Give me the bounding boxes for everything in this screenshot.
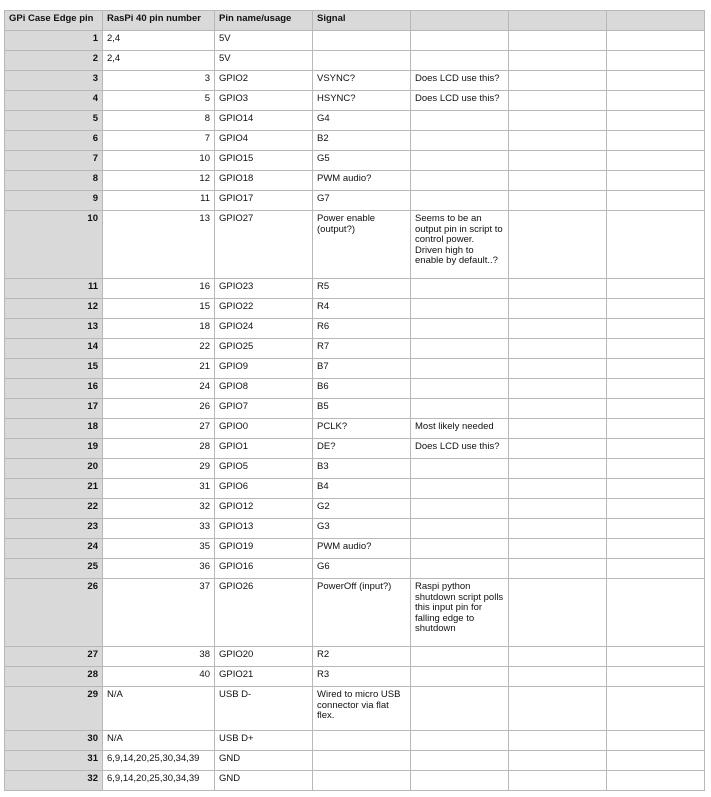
cell-note[interactable] bbox=[411, 479, 509, 499]
table-row bbox=[5, 359, 705, 379]
cell-raspi-pin[interactable]: 21 bbox=[103, 359, 215, 379]
cell-signal[interactable]: PWM audio? bbox=[313, 171, 411, 191]
row-header-edge-pin[interactable]: 3 bbox=[5, 71, 103, 91]
cell-pin-name[interactable]: USB D+ bbox=[215, 731, 313, 751]
cell-empty[interactable] bbox=[607, 339, 705, 359]
cell-pin-name[interactable]: GPIO13 bbox=[215, 519, 313, 539]
table-row bbox=[5, 51, 705, 71]
cell-signal[interactable]: G2 bbox=[313, 499, 411, 519]
table-row bbox=[5, 519, 705, 539]
table-row bbox=[5, 559, 705, 579]
cell-empty[interactable] bbox=[607, 751, 705, 771]
cell-signal[interactable]: B2 bbox=[313, 131, 411, 151]
table-row bbox=[5, 419, 705, 439]
cell-empty[interactable] bbox=[509, 299, 607, 319]
cell-empty[interactable] bbox=[509, 751, 607, 771]
cell-empty[interactable] bbox=[509, 279, 607, 299]
cell-raspi-pin[interactable]: 36 bbox=[103, 559, 215, 579]
cell-raspi-pin[interactable]: 29 bbox=[103, 459, 215, 479]
cell-raspi-pin[interactable]: N/A bbox=[103, 731, 215, 751]
cell-raspi-pin[interactable]: 12 bbox=[103, 171, 215, 191]
cell-empty[interactable] bbox=[509, 771, 607, 791]
cell-empty[interactable] bbox=[607, 191, 705, 211]
table-row bbox=[5, 751, 705, 771]
row-header-edge-pin[interactable]: 7 bbox=[5, 151, 103, 171]
cell-note[interactable] bbox=[411, 499, 509, 519]
table-row bbox=[5, 319, 705, 339]
cell-signal[interactable]: B5 bbox=[313, 399, 411, 419]
cell-empty[interactable] bbox=[607, 667, 705, 687]
row-header-edge-pin[interactable]: 25 bbox=[5, 559, 103, 579]
cell-signal[interactable]: VSYNC? bbox=[313, 71, 411, 91]
cell-empty[interactable] bbox=[607, 51, 705, 71]
cell-empty[interactable] bbox=[509, 379, 607, 399]
cell-empty[interactable] bbox=[607, 359, 705, 379]
cell-empty[interactable] bbox=[509, 559, 607, 579]
cell-raspi-pin[interactable]: 18 bbox=[103, 319, 215, 339]
cell-signal[interactable]: PWM audio? bbox=[313, 539, 411, 559]
cell-empty[interactable] bbox=[509, 419, 607, 439]
cell-signal[interactable]: PCLK? bbox=[313, 419, 411, 439]
row-header-edge-pin[interactable]: 11 bbox=[5, 279, 103, 299]
table-row bbox=[5, 439, 705, 459]
row-header-edge-pin[interactable]: 4 bbox=[5, 91, 103, 111]
cell-empty[interactable] bbox=[607, 279, 705, 299]
cell-signal[interactable]: G5 bbox=[313, 151, 411, 171]
cell-note[interactable] bbox=[411, 751, 509, 771]
cell-pin-name[interactable]: GPIO12 bbox=[215, 499, 313, 519]
row-header-edge-pin[interactable]: 24 bbox=[5, 539, 103, 559]
row-header-edge-pin[interactable]: 8 bbox=[5, 171, 103, 191]
cell-note[interactable]: Raspi python shutdown script polls this input pin for falling edge to shutdown bbox=[411, 579, 509, 647]
cell-pin-name[interactable]: GPIO27 bbox=[215, 211, 313, 279]
cell-signal[interactable]: B4 bbox=[313, 479, 411, 499]
table-row bbox=[5, 191, 705, 211]
cell-empty[interactable] bbox=[509, 687, 607, 731]
header-cell-edge-pin[interactable]: GPi Case Edge pin bbox=[5, 11, 103, 31]
cell-raspi-pin[interactable]: 40 bbox=[103, 667, 215, 687]
cell-empty[interactable] bbox=[509, 519, 607, 539]
cell-empty[interactable] bbox=[607, 647, 705, 667]
cell-note[interactable] bbox=[411, 191, 509, 211]
table-row bbox=[5, 499, 705, 519]
cell-pin-name[interactable]: GND bbox=[215, 771, 313, 791]
cell-raspi-pin[interactable]: 11 bbox=[103, 191, 215, 211]
cell-signal[interactable]: HSYNC? bbox=[313, 91, 411, 111]
cell-raspi-pin[interactable]: 6,9,14,20,25,30,34,39 bbox=[103, 751, 215, 771]
cell-raspi-pin[interactable]: 2,4 bbox=[103, 31, 215, 51]
table-row bbox=[5, 279, 705, 299]
cell-note[interactable] bbox=[411, 359, 509, 379]
cell-empty[interactable] bbox=[509, 111, 607, 131]
cell-raspi-pin[interactable]: 22 bbox=[103, 339, 215, 359]
cell-raspi-pin[interactable]: 10 bbox=[103, 151, 215, 171]
cell-pin-name[interactable]: GPIO24 bbox=[215, 319, 313, 339]
row-header-edge-pin[interactable]: 32 bbox=[5, 771, 103, 791]
cell-note[interactable]: Seems to be an output pin in script to control power. Driven high to enable by default..? bbox=[411, 211, 509, 279]
cell-empty[interactable] bbox=[509, 359, 607, 379]
header-cell-raspi-pin[interactable]: RasPi 40 pin number bbox=[103, 11, 215, 31]
cell-pin-name[interactable]: GPIO16 bbox=[215, 559, 313, 579]
table-row bbox=[5, 459, 705, 479]
table-row bbox=[5, 687, 705, 731]
cell-note[interactable] bbox=[411, 647, 509, 667]
cell-pin-name[interactable]: GPIO14 bbox=[215, 111, 313, 131]
cell-empty[interactable] bbox=[509, 51, 607, 71]
cell-pin-name[interactable]: GPIO20 bbox=[215, 647, 313, 667]
table-row bbox=[5, 647, 705, 667]
cell-signal[interactable]: R2 bbox=[313, 647, 411, 667]
cell-pin-name[interactable]: GPIO18 bbox=[215, 171, 313, 191]
cell-empty[interactable] bbox=[607, 539, 705, 559]
cell-pin-name[interactable]: GPIO1 bbox=[215, 439, 313, 459]
cell-raspi-pin[interactable]: 13 bbox=[103, 211, 215, 279]
cell-empty[interactable] bbox=[607, 519, 705, 539]
row-header-edge-pin[interactable]: 6 bbox=[5, 131, 103, 151]
cell-empty[interactable] bbox=[607, 439, 705, 459]
cell-note[interactable] bbox=[411, 279, 509, 299]
row-header-edge-pin[interactable]: 26 bbox=[5, 579, 103, 647]
cell-note[interactable] bbox=[411, 111, 509, 131]
cell-raspi-pin[interactable]: 7 bbox=[103, 131, 215, 151]
cell-note[interactable] bbox=[411, 667, 509, 687]
cell-empty[interactable] bbox=[509, 579, 607, 647]
cell-raspi-pin[interactable]: 15 bbox=[103, 299, 215, 319]
row-header-edge-pin[interactable]: 16 bbox=[5, 379, 103, 399]
cell-empty[interactable] bbox=[607, 151, 705, 171]
cell-signal[interactable]: R7 bbox=[313, 339, 411, 359]
cell-note[interactable] bbox=[411, 559, 509, 579]
cell-signal[interactable]: R5 bbox=[313, 279, 411, 299]
row-header-edge-pin[interactable]: 9 bbox=[5, 191, 103, 211]
table-row bbox=[5, 771, 705, 791]
cell-signal[interactable]: Wired to micro USB connector via flat flex. bbox=[313, 687, 411, 731]
cell-empty[interactable] bbox=[509, 399, 607, 419]
header-cell-signal[interactable]: Signal bbox=[313, 11, 411, 31]
cell-empty[interactable] bbox=[509, 191, 607, 211]
cell-empty[interactable] bbox=[509, 91, 607, 111]
row-header-edge-pin[interactable]: 22 bbox=[5, 499, 103, 519]
cell-signal[interactable]: R4 bbox=[313, 299, 411, 319]
table-row bbox=[5, 539, 705, 559]
cell-signal[interactable] bbox=[313, 771, 411, 791]
cell-pin-name[interactable]: GPIO9 bbox=[215, 359, 313, 379]
row-header-edge-pin[interactable]: 12 bbox=[5, 299, 103, 319]
cell-pin-name[interactable]: USB D- bbox=[215, 687, 313, 731]
cell-empty[interactable] bbox=[509, 171, 607, 191]
cell-pin-name[interactable]: GPIO2 bbox=[215, 71, 313, 91]
table-row bbox=[5, 339, 705, 359]
cell-empty[interactable] bbox=[509, 339, 607, 359]
cell-empty[interactable] bbox=[509, 731, 607, 751]
cell-signal[interactable]: G4 bbox=[313, 111, 411, 131]
row-header-edge-pin[interactable]: 31 bbox=[5, 751, 103, 771]
cell-note[interactable] bbox=[411, 171, 509, 191]
cell-note[interactable]: Does LCD use this? bbox=[411, 439, 509, 459]
cell-note[interactable] bbox=[411, 399, 509, 419]
cell-pin-name[interactable]: 5V bbox=[215, 31, 313, 51]
row-header-edge-pin[interactable]: 23 bbox=[5, 519, 103, 539]
cell-signal[interactable]: DE? bbox=[313, 439, 411, 459]
row-header-edge-pin[interactable]: 30 bbox=[5, 731, 103, 751]
cell-signal[interactable] bbox=[313, 51, 411, 71]
table-row bbox=[5, 379, 705, 399]
cell-pin-name[interactable]: GPIO3 bbox=[215, 91, 313, 111]
cell-empty[interactable] bbox=[607, 299, 705, 319]
cell-empty[interactable] bbox=[607, 559, 705, 579]
cell-note[interactable] bbox=[411, 319, 509, 339]
cell-note[interactable] bbox=[411, 379, 509, 399]
cell-pin-name[interactable]: 5V bbox=[215, 51, 313, 71]
cell-empty[interactable] bbox=[607, 771, 705, 791]
cell-raspi-pin[interactable]: 6,9,14,20,25,30,34,39 bbox=[103, 771, 215, 791]
cell-note[interactable] bbox=[411, 539, 509, 559]
cell-note[interactable] bbox=[411, 339, 509, 359]
row-header-edge-pin[interactable]: 20 bbox=[5, 459, 103, 479]
cell-raspi-pin[interactable]: 27 bbox=[103, 419, 215, 439]
cell-empty[interactable] bbox=[607, 399, 705, 419]
cell-empty[interactable] bbox=[607, 131, 705, 151]
row-header-edge-pin[interactable]: 17 bbox=[5, 399, 103, 419]
cell-note[interactable] bbox=[411, 131, 509, 151]
cell-pin-name[interactable]: GPIO8 bbox=[215, 379, 313, 399]
cell-signal[interactable]: G6 bbox=[313, 559, 411, 579]
header-cell-empty[interactable] bbox=[509, 11, 607, 31]
cell-signal[interactable]: PowerOff (input?) bbox=[313, 579, 411, 647]
cell-empty[interactable] bbox=[607, 71, 705, 91]
cell-signal[interactable]: R6 bbox=[313, 319, 411, 339]
cell-empty[interactable] bbox=[607, 211, 705, 279]
cell-note[interactable] bbox=[411, 771, 509, 791]
cell-raspi-pin[interactable]: 31 bbox=[103, 479, 215, 499]
cell-note[interactable] bbox=[411, 31, 509, 51]
table-row bbox=[5, 171, 705, 191]
cell-raspi-pin[interactable]: 33 bbox=[103, 519, 215, 539]
cell-empty[interactable] bbox=[607, 579, 705, 647]
cell-empty[interactable] bbox=[607, 731, 705, 751]
cell-note[interactable]: Does LCD use this? bbox=[411, 71, 509, 91]
table-row bbox=[5, 31, 705, 51]
cell-signal[interactable]: G7 bbox=[313, 191, 411, 211]
cell-empty[interactable] bbox=[607, 499, 705, 519]
cell-raspi-pin[interactable]: 35 bbox=[103, 539, 215, 559]
cell-raspi-pin[interactable]: 32 bbox=[103, 499, 215, 519]
cell-pin-name[interactable]: GPIO26 bbox=[215, 579, 313, 647]
cell-raspi-pin[interactable]: 3 bbox=[103, 71, 215, 91]
header-cell-pin-name[interactable]: Pin name/usage bbox=[215, 11, 313, 31]
cell-pin-name[interactable]: GPIO7 bbox=[215, 399, 313, 419]
cell-signal[interactable]: R3 bbox=[313, 667, 411, 687]
cell-note[interactable] bbox=[411, 299, 509, 319]
cell-signal[interactable] bbox=[313, 751, 411, 771]
cell-raspi-pin[interactable]: 8 bbox=[103, 111, 215, 131]
cell-empty[interactable] bbox=[509, 499, 607, 519]
cell-pin-name[interactable]: GND bbox=[215, 751, 313, 771]
table-row bbox=[5, 399, 705, 419]
cell-empty[interactable] bbox=[607, 687, 705, 731]
cell-empty[interactable] bbox=[607, 91, 705, 111]
row-header-edge-pin[interactable]: 21 bbox=[5, 479, 103, 499]
cell-pin-name[interactable]: GPIO4 bbox=[215, 131, 313, 151]
cell-empty[interactable] bbox=[509, 131, 607, 151]
cell-empty[interactable] bbox=[607, 379, 705, 399]
header-cell-empty[interactable] bbox=[411, 11, 509, 31]
cell-signal[interactable] bbox=[313, 31, 411, 51]
cell-pin-name[interactable]: GPIO22 bbox=[215, 299, 313, 319]
cell-empty[interactable] bbox=[607, 419, 705, 439]
cell-raspi-pin[interactable]: 24 bbox=[103, 379, 215, 399]
row-header-edge-pin[interactable]: 29 bbox=[5, 687, 103, 731]
cell-empty[interactable] bbox=[509, 539, 607, 559]
cell-note[interactable] bbox=[411, 459, 509, 479]
cell-raspi-pin[interactable]: 28 bbox=[103, 439, 215, 459]
cell-empty[interactable] bbox=[509, 459, 607, 479]
table-row bbox=[5, 667, 705, 687]
cell-empty[interactable] bbox=[607, 31, 705, 51]
table-row bbox=[5, 71, 705, 91]
cell-note[interactable] bbox=[411, 687, 509, 731]
row-header-edge-pin[interactable]: 15 bbox=[5, 359, 103, 379]
cell-empty[interactable] bbox=[509, 319, 607, 339]
row-header-edge-pin[interactable]: 27 bbox=[5, 647, 103, 667]
cell-empty[interactable] bbox=[607, 111, 705, 131]
table-row bbox=[5, 151, 705, 171]
cell-raspi-pin[interactable]: 37 bbox=[103, 579, 215, 647]
row-header-edge-pin[interactable]: 5 bbox=[5, 111, 103, 131]
cell-raspi-pin[interactable]: N/A bbox=[103, 687, 215, 731]
table-row bbox=[5, 91, 705, 111]
cell-raspi-pin[interactable]: 2,4 bbox=[103, 51, 215, 71]
row-header-edge-pin[interactable]: 28 bbox=[5, 667, 103, 687]
cell-pin-name[interactable]: GPIO17 bbox=[215, 191, 313, 211]
cell-empty[interactable] bbox=[509, 479, 607, 499]
row-header-edge-pin[interactable]: 19 bbox=[5, 439, 103, 459]
cell-note[interactable]: Does LCD use this? bbox=[411, 91, 509, 111]
cell-signal[interactable]: B3 bbox=[313, 459, 411, 479]
cell-empty[interactable] bbox=[607, 319, 705, 339]
cell-empty[interactable] bbox=[607, 479, 705, 499]
cell-empty[interactable] bbox=[509, 211, 607, 279]
cell-signal[interactable]: G3 bbox=[313, 519, 411, 539]
cell-empty[interactable] bbox=[509, 71, 607, 91]
cell-raspi-pin[interactable]: 38 bbox=[103, 647, 215, 667]
table-row bbox=[5, 111, 705, 131]
cell-pin-name[interactable]: GPIO23 bbox=[215, 279, 313, 299]
cell-signal[interactable] bbox=[313, 731, 411, 751]
cell-signal[interactable]: Power enable (output?) bbox=[313, 211, 411, 279]
cell-empty[interactable] bbox=[509, 667, 607, 687]
row-header-edge-pin[interactable]: 13 bbox=[5, 319, 103, 339]
row-header-edge-pin[interactable]: 1 bbox=[5, 31, 103, 51]
cell-raspi-pin[interactable]: 16 bbox=[103, 279, 215, 299]
row-header-edge-pin[interactable]: 18 bbox=[5, 419, 103, 439]
header-cell-empty[interactable] bbox=[607, 11, 705, 31]
cell-empty[interactable] bbox=[509, 439, 607, 459]
cell-empty[interactable] bbox=[607, 459, 705, 479]
table-row bbox=[5, 479, 705, 499]
cell-note[interactable]: Most likely needed bbox=[411, 419, 509, 439]
cell-raspi-pin[interactable]: 26 bbox=[103, 399, 215, 419]
cell-pin-name[interactable]: GPIO19 bbox=[215, 539, 313, 559]
cell-note[interactable] bbox=[411, 731, 509, 751]
table-row bbox=[5, 579, 705, 647]
cell-note[interactable] bbox=[411, 519, 509, 539]
cell-note[interactable] bbox=[411, 151, 509, 171]
cell-pin-name[interactable]: GPIO15 bbox=[215, 151, 313, 171]
cell-pin-name[interactable]: GPIO5 bbox=[215, 459, 313, 479]
header-row bbox=[5, 11, 705, 31]
row-header-edge-pin[interactable]: 14 bbox=[5, 339, 103, 359]
cell-pin-name[interactable]: GPIO21 bbox=[215, 667, 313, 687]
table-row bbox=[5, 211, 705, 279]
cell-signal[interactable]: B7 bbox=[313, 359, 411, 379]
table-row bbox=[5, 131, 705, 151]
cell-raspi-pin[interactable]: 5 bbox=[103, 91, 215, 111]
cell-empty[interactable] bbox=[509, 31, 607, 51]
row-header-edge-pin[interactable]: 2 bbox=[5, 51, 103, 71]
cell-empty[interactable] bbox=[607, 171, 705, 191]
cell-pin-name[interactable]: GPIO6 bbox=[215, 479, 313, 499]
cell-pin-name[interactable]: GPIO25 bbox=[215, 339, 313, 359]
cell-empty[interactable] bbox=[509, 647, 607, 667]
table-row bbox=[5, 299, 705, 319]
row-header-edge-pin[interactable]: 10 bbox=[5, 211, 103, 279]
cell-note[interactable] bbox=[411, 51, 509, 71]
pin-mapping-table bbox=[4, 10, 705, 791]
table-row bbox=[5, 731, 705, 751]
cell-empty[interactable] bbox=[509, 151, 607, 171]
cell-pin-name[interactable]: GPIO0 bbox=[215, 419, 313, 439]
cell-signal[interactable]: B6 bbox=[313, 379, 411, 399]
